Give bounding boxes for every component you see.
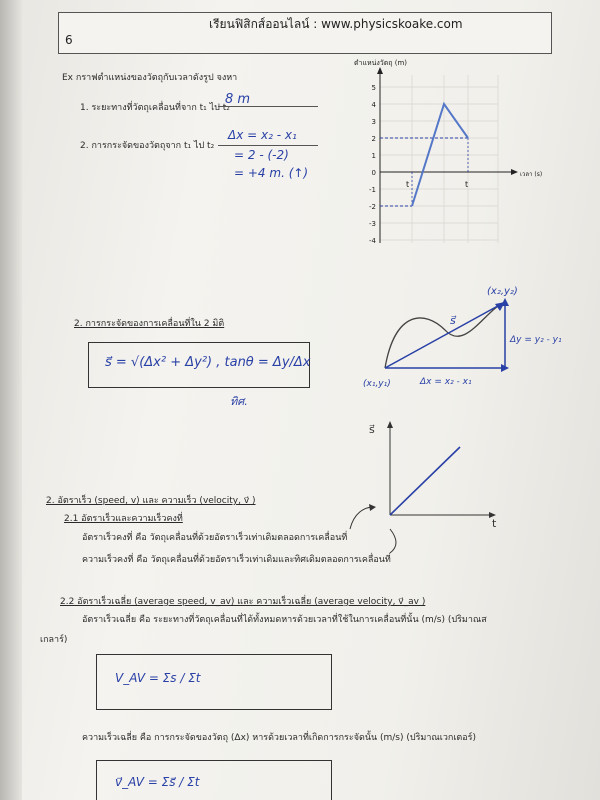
s-t-line — [390, 447, 460, 515]
example-prompt: Ex กราฟตำแหน่งของวัตถุกับเวลาดังรูป จงหา — [62, 73, 238, 83]
subsection-2-1: 2.1 อัตราเร็วและความเร็วคงที่ — [64, 514, 183, 524]
graph2-xlabel: t — [492, 517, 497, 530]
section-2d-heading: 2. การกระจัดของการเคลื่อนที่ใน 2 มิติ — [74, 319, 225, 329]
formula-note: ทิศ. — [230, 395, 248, 408]
answer-2-line1: Δx = x₂ - x₁ — [228, 128, 297, 142]
constant-speed-def: อัตราเร็วคงที่ คือ วัตถุเคลื่อนที่ด้วยอัตราเร็วเท่าเดิมตลอดการเคลื่อนที่ — [82, 533, 348, 543]
graph2-ylabel: s⃗ — [369, 423, 375, 436]
page-header — [58, 12, 552, 54]
answer-1: 8 m — [225, 92, 251, 107]
answer-2-line3: = +4 m. (↑) — [234, 166, 309, 180]
diag-s-label: s⃗ — [450, 314, 456, 327]
avg-speed-formula: V_AV = Σs / Σt — [115, 671, 201, 685]
graph1-ylabel: ตำแหน่งวัตถุ (m) — [354, 59, 408, 67]
answer-2-rule — [218, 145, 318, 146]
t1-label: t — [406, 180, 410, 189]
formula-2d: s⃗ = √(Δx² + Δy²) , tanθ = Δy/Δx — [105, 355, 311, 370]
pointer-arrows — [340, 495, 400, 555]
diag-bottom-label: (x₁,y₁) — [363, 379, 391, 389]
average-speed-def: อัตราเร็วเฉลี่ย คือ ระยะทางที่วัตถุเคลื่อนที่ได้ทั้งหมดหารด้วยเวลาที่ใช้ในการเคลื่อนที่นั้น (m/s) (ปริมาณส — [82, 615, 487, 625]
ytick: 1 — [371, 152, 376, 160]
subsection-2-2: 2.2 อัตราเร็วเฉลี่ย (average speed, v_av) และ ความเร็วเฉลี่ย (average velocity, v⃗_av ) — [60, 597, 426, 607]
diag-dy-label: Δy = y₂ - y₁ — [510, 335, 562, 345]
diag-dx-label: Δx = x₂ - x₁ — [420, 377, 472, 387]
displacement-vector-diagram — [355, 280, 585, 400]
formula-box-avg-speed — [96, 654, 332, 710]
average-velocity-def: ความเร็วเฉลี่ย คือ การกระจัดของวัตถุ (Δx) หารด้วยเวลาที่เกิดการกระจัดนั้น (m/s) (ปริมาณเวกเตอร์) — [82, 733, 477, 743]
ytick: -4 — [369, 237, 376, 245]
ytick: -1 — [369, 186, 376, 194]
speed-heading: 2. อัตราเร็ว (speed, v) และ ความเร็ว (velocity, v⃗ ) — [46, 496, 256, 506]
formula-box-2d — [88, 342, 310, 388]
header-title: เรียนฟิสิกส์ออนไลน์ : www.physicskoake.com — [209, 17, 463, 31]
ytick: 2 — [371, 135, 376, 143]
answer-1-line — [218, 106, 318, 107]
page-edge-shadow — [0, 0, 22, 800]
ytick: 5 — [371, 84, 376, 92]
ytick: -2 — [369, 203, 376, 211]
graph1-xlabel: เวลา (s) — [520, 171, 543, 178]
t2-label: t — [465, 180, 469, 189]
formula-box-avg-velocity — [96, 760, 332, 800]
ytick: 4 — [371, 101, 376, 109]
constant-velocity-def: ความเร็วคงที่ คือ วัตถุเคลื่อนที่ด้วยอัตราเร็วเท่าเดิมและทิศเดิมตลอดการเคลื่อนที่ — [82, 555, 391, 565]
avg-velocity-formula: v⃗_AV = Σs⃗ / Σt — [115, 775, 200, 789]
page-number: 6 — [65, 33, 73, 47]
answer-2-line2: = 2 - (-2) — [234, 148, 289, 162]
ytick: 0 — [371, 169, 376, 177]
question-1: 1. ระยะทางที่วัตถุเคลื่อนที่จาก t₁ ไป t₂ — [80, 103, 230, 113]
average-speed-def-cont: เกลาร์) — [40, 635, 68, 645]
position-time-graph — [340, 55, 560, 255]
question-2: 2. การกระจัดของวัตถุจาก t₁ ไป t₂ — [80, 141, 215, 151]
ytick: -3 — [369, 220, 376, 228]
ytick: 3 — [371, 118, 376, 126]
diag-top-label: (x₂,y₂) — [487, 286, 518, 297]
